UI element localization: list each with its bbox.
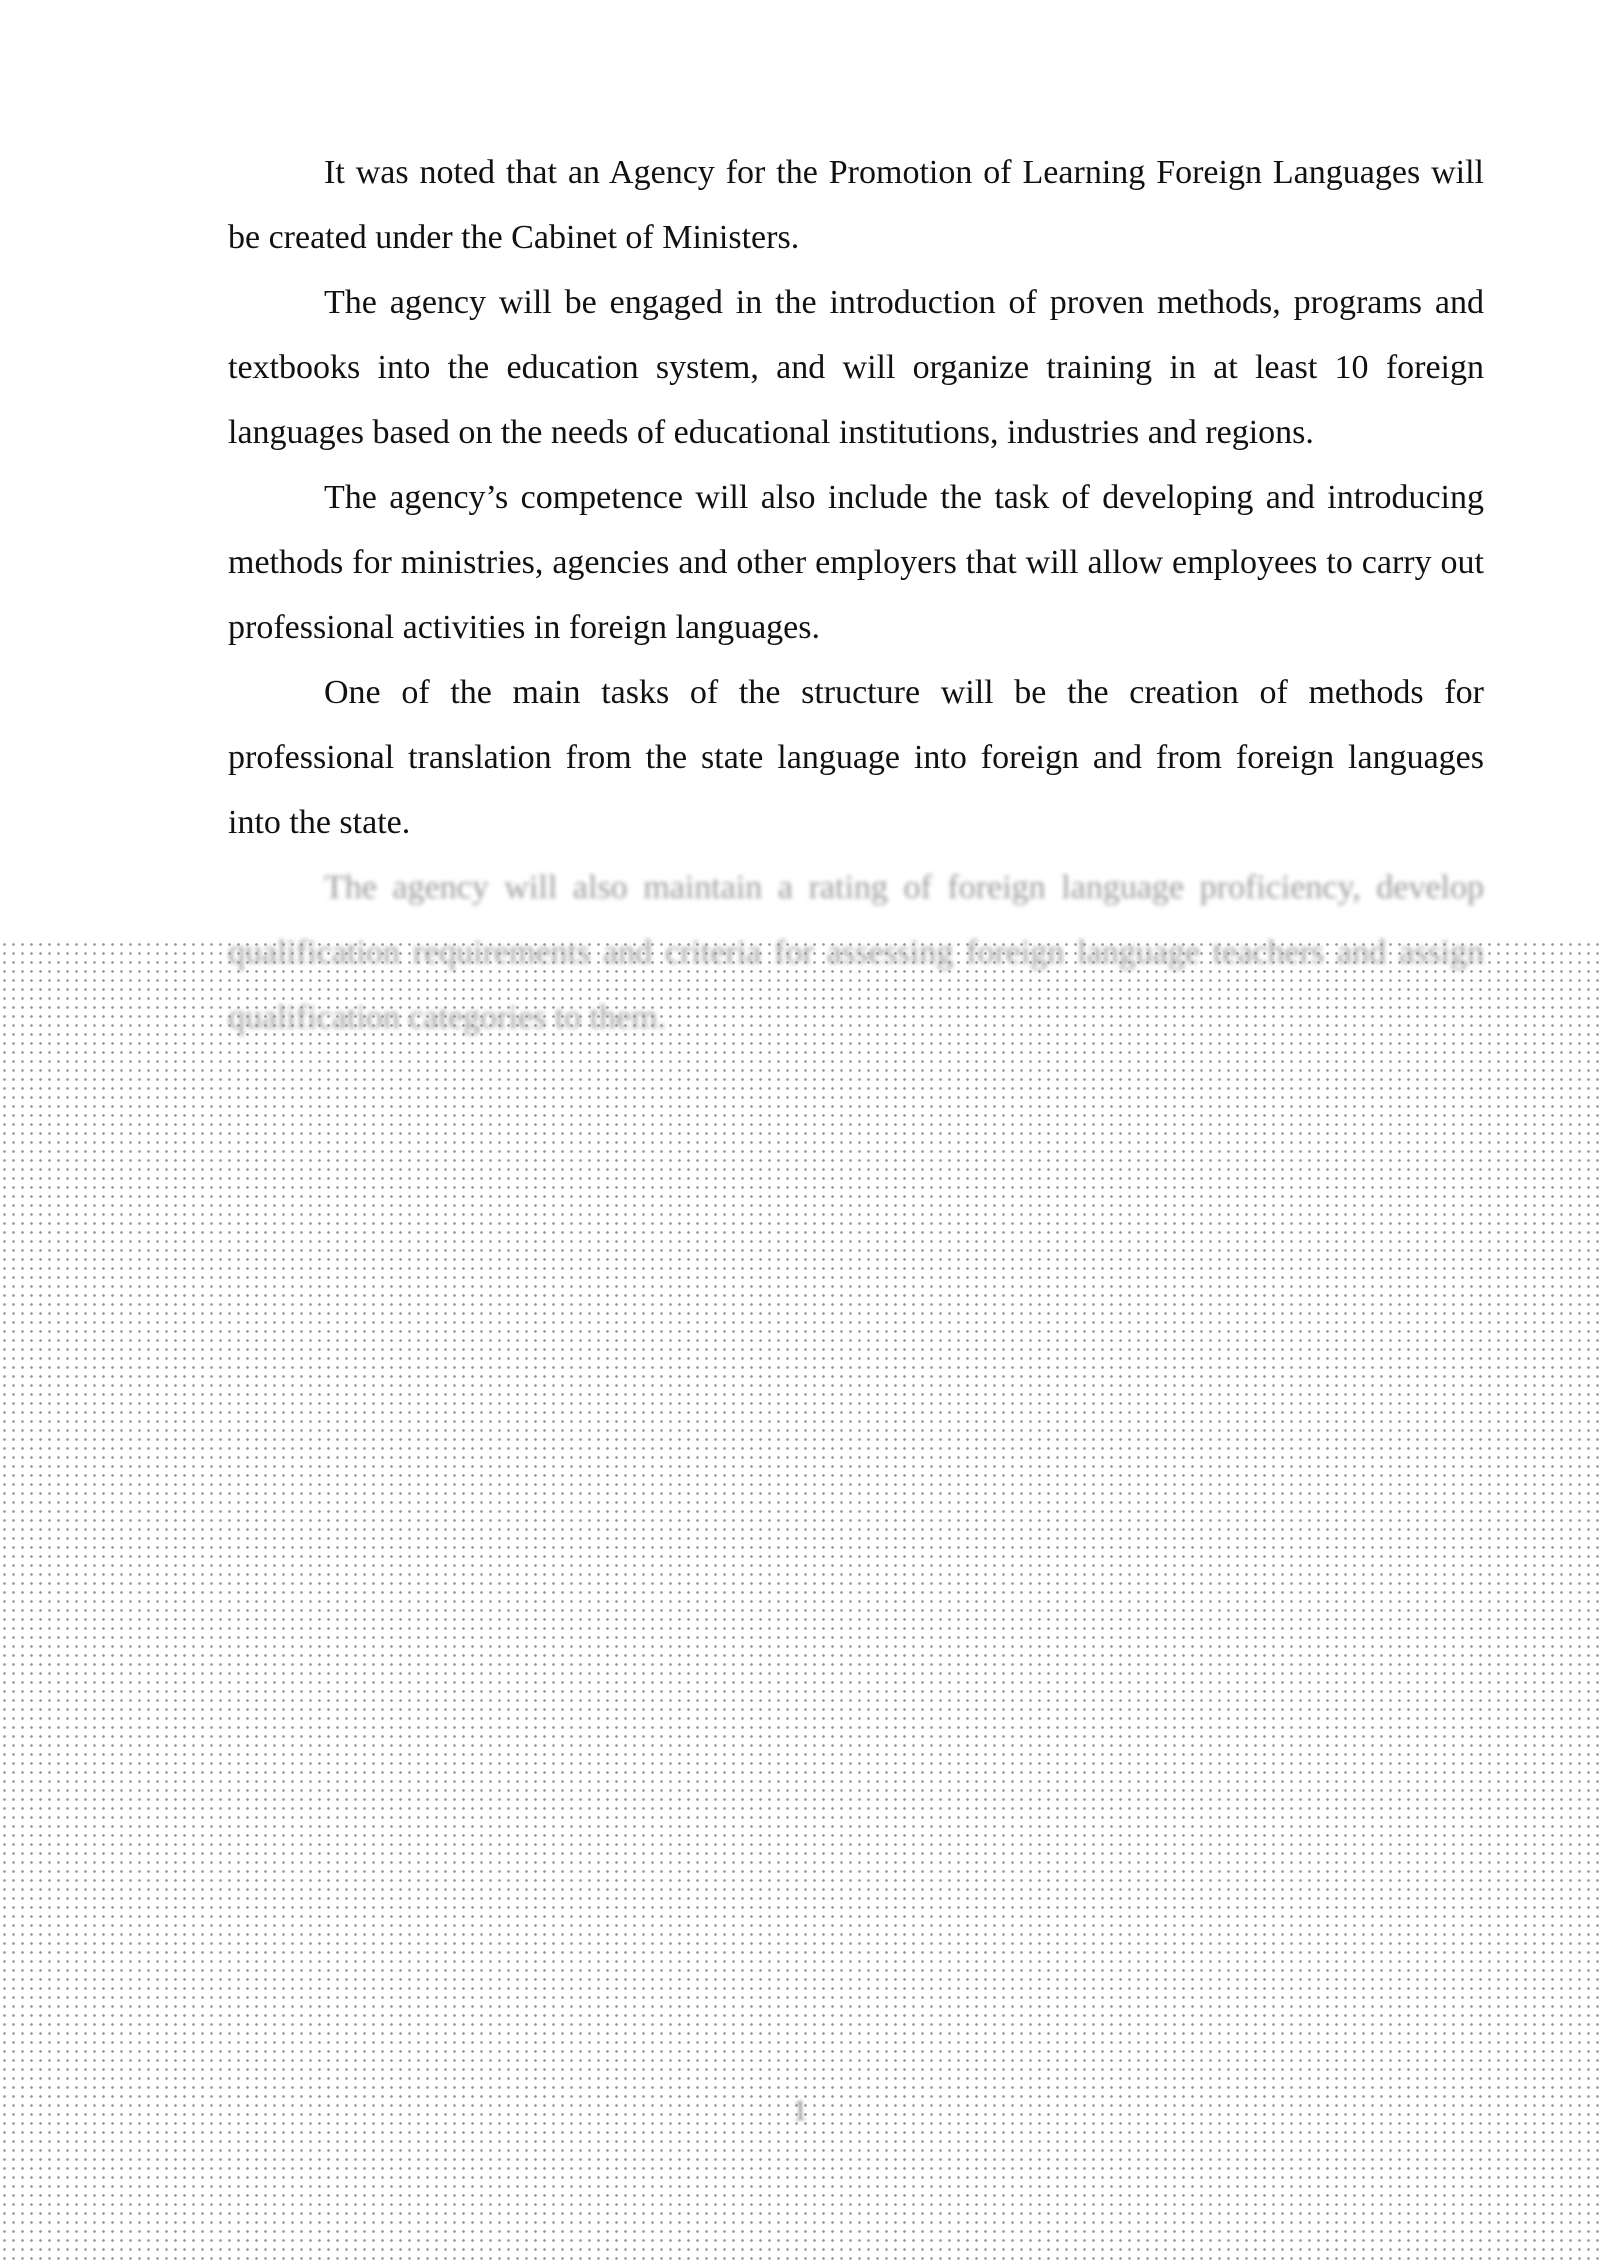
document-body [228,140,1484,1050]
paragraph-agency-engagement: The agency will be engaged in the introduction of proven methods, programs and textbooks into the education system, and will organize training in at least 10 foreign languages based on the needs of educational institutions, industries and regions. [228,284,1484,451]
paragraph-translation-tasks: One of the main tasks of the structure will be the creation of methods for professional translation from the state language into foreign and from foreign languages into the state. [228,674,1484,841]
paragraph-rating-blurred: The agency will also maintain a rating of foreign language proficiency, develop qualification requirements and criteria for assessing foreign language teachers and assign qualification categories to them. [228,869,1484,1036]
dotted-overlay [0,940,1600,2262]
paragraph-agency-creation: It was noted that an Agency for the Promotion of Learning Foreign Languages will be created under the Cabinet of Ministers. [228,154,1484,256]
paragraph-agency-competence: The agency’s competence will also include the task of developing and introducing methods for ministries, agencies and other employers that will allow employees to carry out professional activities in foreign languages. [228,479,1484,646]
page-number: 1 [792,2094,808,2127]
